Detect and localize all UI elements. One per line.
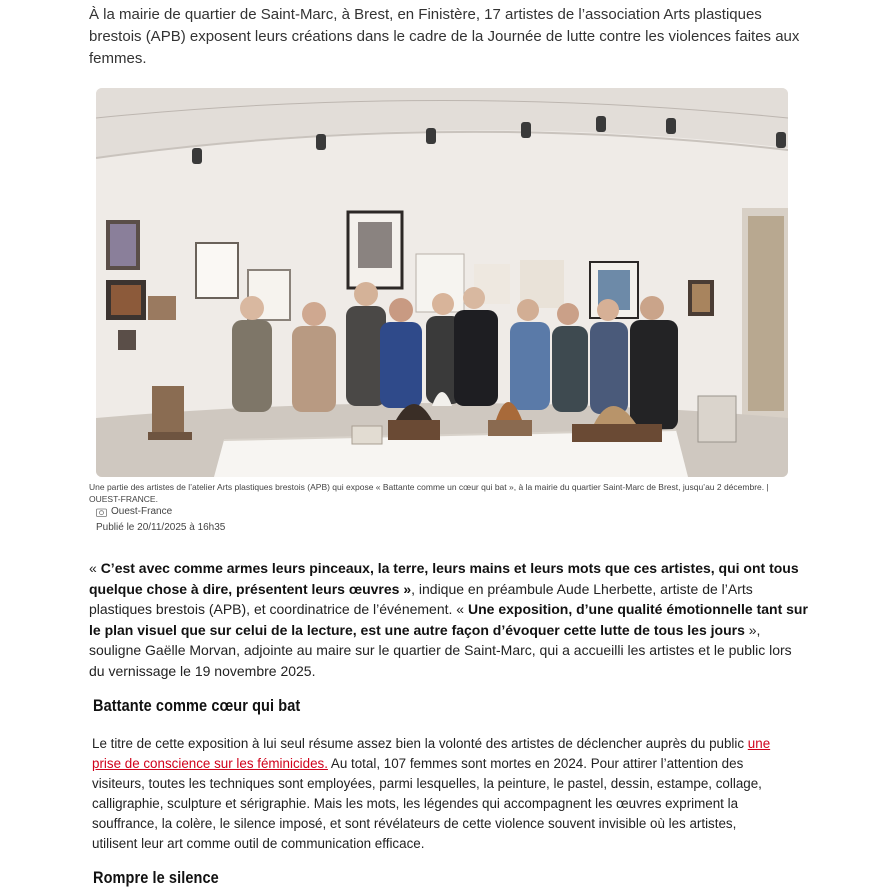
quote-bold: C’est avec comme armes leurs pinceaux, la terre, leurs mains et leurs mots que ces artistes, qui ont tous quelque chose à dire, présentent leurs œuvres » [89, 560, 799, 597]
published-date: Publié le 20/11/2025 à 16h35 [96, 522, 226, 533]
paragraph-text: , indique en préambule Aude Lherbette, artiste de l’Arts plastiques brestois (APB), et coordinatrice de l’événement. « [89, 580, 753, 617]
feminicides-link[interactable]: une prise de conscience sur les féminicides. [92, 736, 771, 771]
article-paragraph [89, 558, 809, 681]
article-paragraph [92, 734, 782, 854]
quote-open: « [89, 560, 101, 576]
section-heading: Battante comme cœur qui bat [93, 697, 301, 715]
photo-caption: Une partie des artistes de l’atelier Arts plastiques brestois (APB) qui expose « Battante comme un cœur qui bat », à la mairie du quartier Saint-Marc de Brest, jusqu’au 2 décembre. | OUEST-FRANCE. [89, 482, 769, 504]
quote-bold: Une exposition, d’une qualité émotionnelle tant sur le plan visuel que sur celui de la lecture, est une autre façon d’évoquer cette lutte de tous les jours [89, 601, 808, 638]
section-heading: Rompre le silence [93, 869, 219, 887]
article-photo[interactable] [96, 88, 788, 477]
paragraph-text: Au total, 107 femmes sont mortes en 2024. Pour attirer l’attention des visiteurs, toutes les techniques sont employées, parmi lesquelles, la peinture, le pastel, dessin, estampe, collage, calligraphie, sculpture et sérigraphie. Mais les mots, les légendes qui accompagnent les œuvres expriment la souffrance, la colère, le silence imposé, et sont révélateurs de cette violence souvent invisible où les artistes, utilisent leur art comme outil de communication efficace. [92, 756, 762, 851]
photo-credit: Ouest-France [111, 506, 173, 517]
article-intro: À la mairie de quartier de Saint-Marc, à Brest, en Finistère, 17 artistes de l’association Arts plastiques brestois (APB) exposent leurs créations dans le cadre de la Journée de lutte contre les violences faites aux femmes. [89, 6, 800, 67]
paragraph-text: Le titre de cette exposition à lui seul résume assez bien la volonté des artistes de déclencher auprès du public [92, 736, 748, 751]
paragraph-text: », souligne Gaëlle Morvan, adjointe au maire sur le quartier de Saint-Marc, qui a accueilli les artistes et le public lors du vernissage le 19 novembre 2025. [89, 621, 792, 679]
photo-artists-group-image [96, 88, 788, 477]
camera-icon [96, 507, 107, 517]
